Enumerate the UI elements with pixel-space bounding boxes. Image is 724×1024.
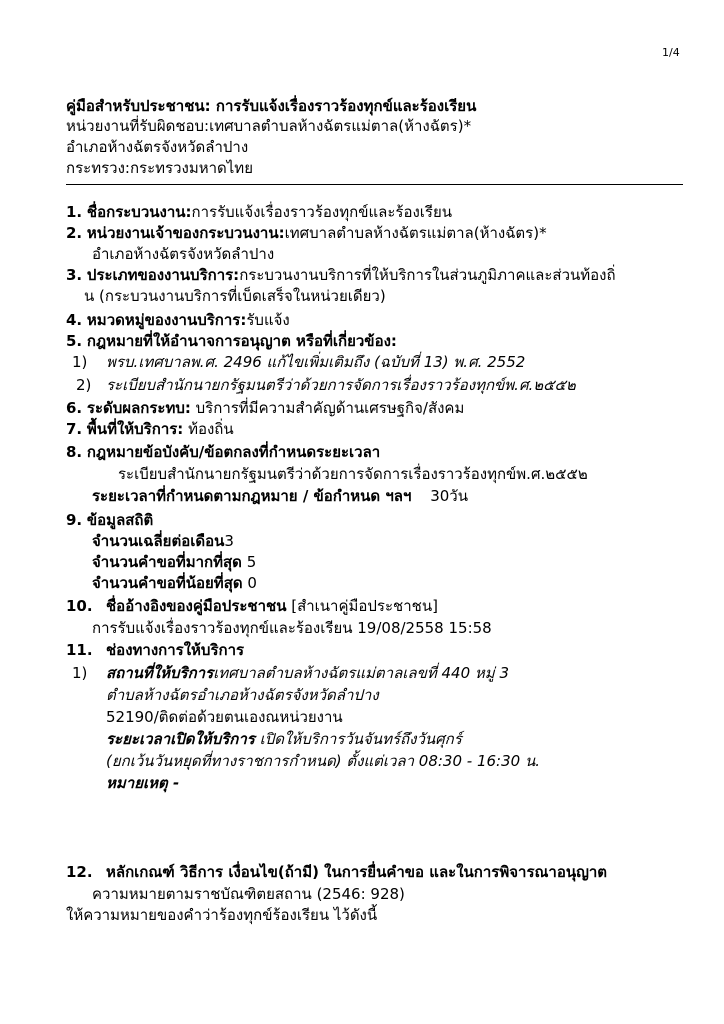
section-number: 9. — [66, 511, 83, 529]
section-value: ท้องถิ่น — [183, 420, 234, 438]
stat-min — [92, 573, 257, 593]
law-item — [72, 352, 525, 372]
place-line3: 52190/ติดต่อด้วยตนเองณหน่วยงาน — [106, 708, 343, 726]
section-label: กฎหมายที่ให้อำนาจการอนุญาต หรือที่เกี่ยวข้อง: — [86, 332, 397, 350]
hours-value: เปิดให้บริการวันจันทร์ถึงวันศุกร์ — [254, 730, 462, 748]
legal-period-label: ระยะเวลาที่กำหนดตามกฎหมาย / ข้อกำหนด ฯลฯ — [92, 487, 412, 505]
place-value: เทศบาลตำบลห้างฉัตรแม่ตาลเลขที่ 440 หมู่ 3 — [213, 664, 509, 682]
section-value: กระบวนงานบริการที่ให้บริการในส่วนภูมิภาคและส่วนท้องถิ่ — [239, 266, 616, 284]
section-10 — [66, 596, 438, 616]
section-label: หลักเกณฑ์ วิธีการ เงื่อนไข(ถ้ามี) ในการยื่นคำขอ และในการพิจารณาอนุญาต — [106, 863, 608, 881]
section-5 — [66, 331, 397, 351]
hours-label: ระยะเวลาเปิดให้บริการ — [106, 730, 255, 748]
section-label: ประเภทของงานบริการ: — [86, 266, 240, 284]
stat-label: จำนวนเฉลี่ยต่อเดือน — [92, 532, 225, 550]
law-item-number: 2) — [76, 376, 92, 394]
section-label: ชื่ออ้างอิงของคู่มือประชาชน — [106, 597, 287, 615]
section-6 — [66, 398, 464, 418]
section-4 — [66, 310, 290, 330]
stat-value: 5 — [241, 553, 257, 571]
remark: หมายเหตุ - — [106, 774, 180, 792]
section-label: หน่วยงานเจ้าของกระบวนงาน: — [86, 224, 285, 242]
stat-label: จำนวนคำขอที่น้อยที่สุด — [92, 574, 243, 592]
service-channel — [72, 663, 509, 683]
section-number: 12. — [66, 863, 93, 881]
section-number: 2. — [66, 224, 83, 242]
agency-district: อำเภอห้างฉัตรจังหวัดลำปาง — [66, 138, 249, 156]
service-hours — [106, 729, 462, 749]
section-value: การรับแจ้งเรื่องราวร้องทุกข์และร้องเรียน — [191, 203, 453, 221]
stat-value: 3 — [224, 532, 234, 550]
section-label: หมวดหมู่ของงานบริการ: — [86, 311, 247, 329]
channel-number: 1) — [72, 664, 88, 682]
section-12-line3: ให้ความหมายของคำว่าร้องทุกข์ร้องเรียน ไว้ดังนี้ — [66, 906, 378, 924]
page-number: 1/4 — [662, 46, 680, 59]
section-number: 4. — [66, 311, 83, 329]
legal-period — [92, 486, 468, 506]
section-9 — [66, 510, 153, 530]
stat-average — [92, 531, 234, 551]
section-number: 6. — [66, 399, 83, 417]
law-item-text: ระเบียบสำนักนายกรัฐมนตรีว่าด้วยการจัดการเรื่องราวร้องทุกข์พ.ศ.๒๕๕๒ — [106, 376, 576, 394]
place-label: สถานที่ให้บริการ — [106, 664, 214, 682]
section-2 — [66, 223, 547, 243]
regulation-text: ระเบียบสำนักนายกรัฐมนตรีว่าด้วยการจัดการเรื่องราวร้องทุกข์พ.ศ.๒๕๕๒ — [118, 465, 588, 483]
section-3-line2: น (กระบวนงานบริการที่เบ็ดเสร็จในหน่วยเดียว) — [84, 287, 386, 305]
stat-max — [92, 552, 256, 572]
section-label: ระดับผลกระทบ: — [86, 399, 191, 417]
section-number: 8. — [66, 443, 83, 461]
stat-label: จำนวนคำขอที่มากที่สุด — [92, 553, 242, 571]
section-label: กฎหมายข้อบังคับ/ข้อตกลงที่กำหนดระยะเวลา — [86, 443, 381, 461]
document-title: คู่มือสำหรับประชาชน: การรับแจ้งเรื่องราวร้องทุกข์และร้องเรียน — [66, 97, 477, 115]
section-value: [สำเนาคู่มือประชาชน] — [286, 597, 438, 615]
section-11 — [66, 640, 244, 660]
ministry: กระทรวง:กระทรวงมหาดไทย — [66, 159, 253, 177]
section-number: 10. — [66, 597, 93, 615]
section-8 — [66, 442, 380, 462]
section-value: บริการที่มีความสำคัญด้านเศรษฐกิจ/สังคม — [190, 399, 465, 417]
law-item — [76, 375, 576, 395]
responsible-agency: หน่วยงานที่รับผิดชอบ:เทศบาลตำบลห้างฉัตรแม่ตาล(ห้างฉัตร)* — [66, 117, 472, 135]
section-label: พื้นที่ให้บริการ: — [86, 420, 184, 438]
place-line2: ตำบลห้างฉัตรอำเภอห้างฉัตรจังหวัดลำปาง — [106, 686, 379, 704]
section-label: ข้อมูลสถิติ — [86, 511, 154, 529]
law-item-text: พรบ.เทศบาลพ.ศ. 2496 แก้ไขเพิ่มเติมถึง (ฉบับที่ 13) พ.ศ. 2552 — [106, 353, 526, 371]
section-number: 1. — [66, 203, 83, 221]
section-value: เทศบาลตำบลห้างฉัตรแม่ตาล(ห้างฉัตร)* — [284, 224, 547, 242]
section-number: 11. — [66, 641, 93, 659]
section-10-line2: การรับแจ้งเรื่องราวร้องทุกข์และร้องเรียน 19/08/2558 15:58 — [92, 619, 492, 637]
section-12 — [66, 862, 607, 882]
section-12-line2: ความหมายตามราชบัณฑิตยสถาน (2546: 928) — [92, 885, 405, 903]
section-number: 5. — [66, 332, 83, 350]
section-3 — [66, 265, 616, 285]
section-number: 3. — [66, 266, 83, 284]
section-value: รับแจ้ง — [246, 311, 290, 329]
section-label: ชื่อกระบวนงาน: — [86, 203, 192, 221]
law-item-number: 1) — [72, 353, 88, 371]
stat-value: 0 — [242, 574, 257, 592]
legal-period-value: 30วัน — [430, 487, 468, 505]
section-number: 7. — [66, 420, 83, 438]
section-label: ช่องทางการให้บริการ — [106, 641, 245, 659]
hours-line2: (ยกเว้นวันหยุดที่ทางราชการกำหนด) ตั้งแต่เวลา 08:30 - 16:30 น. — [106, 752, 540, 770]
section-1 — [66, 202, 452, 222]
section-7 — [66, 419, 234, 439]
section-2-line2: อำเภอห้างฉัตรจังหวัดลำปาง — [92, 245, 275, 263]
header-divider — [66, 184, 683, 185]
